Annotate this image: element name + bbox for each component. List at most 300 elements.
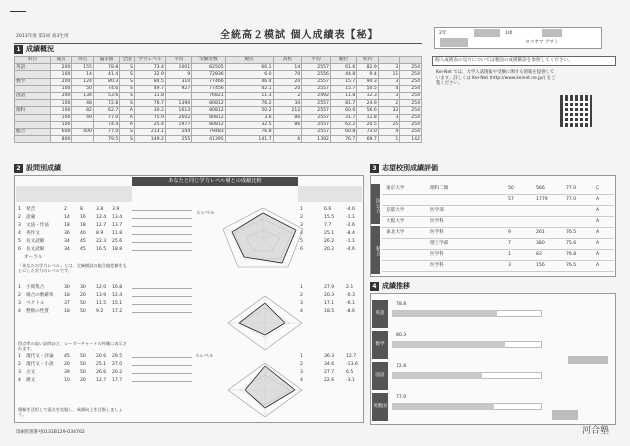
- question-cell: 50: [80, 301, 86, 306]
- target-row-divider: [382, 216, 614, 217]
- summary-cell: 32.5: [225, 121, 273, 128]
- question-cell: 2: [18, 362, 21, 367]
- summary-cell: 77.0: [93, 128, 119, 135]
- question-cell: 1: [18, 207, 21, 212]
- comparison-cell: -0.3: [346, 293, 355, 298]
- summary-subject-cell: 数学: [15, 78, 51, 85]
- summary-cell: 14: [273, 64, 302, 71]
- summary-subject-cell: [15, 71, 51, 78]
- summary-cell: 134: [72, 92, 94, 99]
- target-row-divider: [382, 238, 614, 239]
- student-name-kana: ヨコヤマ アサト: [525, 40, 559, 45]
- summary-cell: 3: [378, 92, 400, 99]
- comparison-cell: 4: [300, 309, 303, 314]
- sec1-heading: [14, 44, 54, 54]
- summary-cell: 800: [50, 136, 72, 143]
- sec2-note-oral: オーラル: [24, 255, 43, 260]
- target-university: 東京大学: [386, 186, 405, 191]
- target-cell: 76.5: [566, 230, 577, 235]
- target-cell: 156: [536, 263, 545, 268]
- summary-row: [15, 114, 422, 121]
- summary-cell: 69.7: [357, 136, 379, 143]
- summary-cell: 79483: [192, 128, 225, 135]
- summary-row: [15, 92, 422, 99]
- question-label: 英作文: [26, 231, 40, 236]
- sec3-number: 3: [370, 164, 379, 173]
- question-label: 長文読解: [26, 239, 45, 244]
- summary-cell: 25.4: [134, 121, 165, 128]
- summary-cell: 62.7: [93, 107, 119, 114]
- summary-subject-cell: 英語: [15, 64, 51, 71]
- comparison-cell: -13.6: [346, 362, 358, 367]
- summary-row: [15, 107, 422, 114]
- sec3-heading: [370, 163, 438, 173]
- summary-cell: 80.3: [93, 78, 119, 85]
- col-deviation: 偏差値: [93, 57, 119, 64]
- col-avg: 平均: [165, 57, 191, 64]
- question-label: 場合の数確率: [26, 293, 54, 298]
- summary-cell: 100: [50, 100, 72, 107]
- guide-notice-box: [432, 56, 616, 66]
- summary-row: [15, 85, 422, 92]
- question-cell: 3: [18, 301, 21, 306]
- trend-subject: 英数国: [372, 393, 388, 421]
- trend-bar: [392, 372, 482, 379]
- target-university: 東北大学: [386, 230, 405, 235]
- trend-subject: 国語: [372, 362, 388, 390]
- summary-cell: 77.0: [93, 114, 119, 121]
- sec1-number: 1: [14, 45, 23, 54]
- header-dash: [10, 11, 26, 12]
- summary-cell: 3: [378, 64, 400, 71]
- summary-cell: 76.7: [330, 136, 356, 143]
- target-grade: A: [596, 241, 600, 246]
- comparison-cell: 27.9: [324, 285, 335, 290]
- summary-cell: 15.7: [330, 78, 356, 85]
- comparison-cell: 22.6: [324, 378, 335, 383]
- target-cell: 380: [536, 241, 545, 246]
- question-cell: 6: [18, 247, 21, 252]
- summary-cell: 3: [378, 78, 400, 85]
- summary-cell: 82: [72, 107, 94, 114]
- summary-cell: 48: [72, 100, 94, 107]
- summary-cell: 927: [165, 85, 191, 92]
- summary-cell: S: [120, 85, 135, 92]
- question-cell: 1: [18, 354, 21, 359]
- summary-cell: 149.2: [134, 136, 165, 143]
- summary-cell: 2: [273, 92, 302, 99]
- question-cell: 30: [80, 285, 86, 290]
- trend-bar: [392, 310, 497, 317]
- summary-cell: 11.8: [357, 114, 379, 121]
- summary-cell: 72836: [192, 71, 225, 78]
- question-cell: 12.4: [112, 293, 123, 298]
- trend-bar: [392, 341, 505, 348]
- question-cell: 36: [64, 231, 70, 236]
- col-national: 全国: [120, 57, 135, 64]
- question-cell: 4: [18, 378, 21, 383]
- summary-cell: A: [120, 114, 135, 121]
- summary-cell: 11.8: [134, 92, 165, 99]
- summary-cell: 400: [72, 128, 94, 135]
- radar-math: [225, 293, 305, 353]
- summary-cell: 254: [400, 114, 422, 121]
- question-cell: 50: [80, 354, 86, 359]
- summary-cell: 15.7: [330, 85, 356, 92]
- summary-cell: 254: [400, 78, 422, 85]
- summary-cell: 600: [50, 128, 72, 135]
- redacted-right-a: [568, 356, 608, 364]
- target-grade: C: [596, 186, 600, 191]
- summary-cell: 30.2: [134, 107, 165, 114]
- summary-cell: 62.2: [330, 121, 356, 128]
- question-cell: 20.6: [96, 354, 107, 359]
- comparison-cell: 3: [300, 223, 303, 228]
- summary-cell: 73.4: [134, 64, 165, 71]
- comparison-cell: 36.3: [324, 354, 335, 359]
- guide-notice: 個人成績表の見方については裏面の成績解説を参照してください。: [435, 58, 573, 63]
- qr-inner: [564, 99, 588, 123]
- footer-brand: 河合塾: [582, 426, 610, 436]
- summary-cell: 84.5: [134, 78, 165, 85]
- summary-row: [15, 136, 422, 143]
- question-cell: 16.8: [112, 285, 123, 290]
- summary-cell: 80812: [192, 107, 225, 114]
- trend-subject: 数学: [372, 331, 388, 359]
- sec3-title: 志望校別成績評価: [382, 163, 438, 172]
- question-cell: 16.5: [96, 247, 107, 252]
- summary-cell: 2557: [302, 64, 331, 71]
- question-cell: 18: [64, 309, 70, 314]
- summary-cell: 4: [378, 128, 400, 135]
- target-cell: 75.6: [566, 241, 577, 246]
- summary-cell: S: [120, 92, 135, 99]
- comparison-cell: 12.7: [346, 354, 357, 359]
- comparison-cell: 26.2: [324, 239, 335, 244]
- summary-cell: 11.3: [225, 92, 273, 99]
- summary-cell: 100: [50, 107, 72, 114]
- comparison-cell: 34.6: [324, 362, 335, 367]
- title-underline: [14, 43, 422, 44]
- question-cell: 13.4: [112, 215, 123, 220]
- summary-subject-cell: [15, 136, 51, 143]
- question-cell: 2: [18, 293, 21, 298]
- summary-cell: 20: [273, 85, 302, 92]
- question-label: 文法・作法: [26, 223, 49, 228]
- question-cell: 3: [18, 223, 21, 228]
- summary-cell: 100: [50, 121, 72, 128]
- comparison-cell: -4.6: [346, 207, 355, 212]
- summary-cell: 86: [273, 121, 302, 128]
- target-faculty: 医学科: [430, 252, 444, 257]
- comparison-cell: -8.4: [346, 231, 355, 236]
- summary-cell: 49: [72, 114, 94, 121]
- summary-cell: 254: [400, 71, 422, 78]
- question-cell: 12.7: [96, 223, 107, 228]
- target-grade: A: [596, 230, 600, 235]
- summary-cell: 2557: [302, 85, 331, 92]
- question-cell: 39: [64, 370, 70, 375]
- summary-cell: A: [120, 107, 135, 114]
- question-cell: 11.5: [96, 301, 107, 306]
- target-row-divider: [382, 205, 614, 206]
- summary-row: [15, 71, 422, 78]
- comparison-cell: -1.1: [346, 215, 355, 220]
- target-cell: 1779: [536, 197, 548, 202]
- summary-cell: 124: [72, 78, 94, 85]
- summary-cell: 50.5: [357, 85, 379, 92]
- question-label: 古文: [26, 370, 36, 375]
- question-cell: 3.8: [96, 207, 104, 212]
- summary-cell: 212: [273, 107, 302, 114]
- comparison-cell: 2.1: [346, 285, 354, 290]
- comparison-cell: 6.6: [324, 207, 332, 212]
- question-cell: 22.3: [96, 239, 107, 244]
- summary-cell: 60.8: [330, 128, 356, 135]
- comparison-cell: 3: [300, 370, 303, 375]
- summary-cell: 11: [378, 71, 400, 78]
- comparison-guide-line: [132, 357, 192, 358]
- sec3-side-private: 私立: [371, 226, 380, 274]
- comparison-cell: 6: [300, 247, 303, 252]
- question-label: 現代文・小説: [26, 362, 54, 367]
- target-grade: A: [596, 252, 600, 257]
- comparison-cell: 5: [300, 239, 303, 244]
- target-row-divider: [382, 249, 614, 250]
- sec2-note-advice: 積極を活用して弱点を克服し、成績向上を目指しましょう。: [18, 407, 123, 417]
- summary-cell: 200: [50, 78, 72, 85]
- summary-cell: 44.8: [330, 71, 356, 78]
- question-cell: 18.8: [112, 247, 123, 252]
- comparison-guide-line: [132, 226, 192, 227]
- summary-cell: 76.7: [134, 100, 165, 107]
- summary-cell: [72, 136, 94, 143]
- footer-code: 0131B129-034762: [42, 430, 85, 435]
- summary-cell: 20: [273, 78, 302, 85]
- summary-cell: 1390: [165, 100, 191, 107]
- summary-cell: 1001: [165, 64, 191, 71]
- comparison-cell: 1: [300, 207, 303, 212]
- question-label: 漢文: [26, 378, 36, 383]
- question-label: 小問集合: [26, 285, 45, 290]
- target-row-divider: [382, 194, 614, 195]
- summary-cell: 75.9: [134, 114, 165, 121]
- col-score: 得点: [72, 57, 94, 64]
- summary-cell: 254: [400, 121, 422, 128]
- question-cell: 18: [64, 293, 70, 298]
- footer-print-label: 印刷管理番号: [16, 430, 43, 435]
- sec2-note-level: 「あなたの学力レベル」とは、全統模試の総合偏差値をもとにした学力のレベルです。: [18, 263, 127, 273]
- summary-cell: 80812: [192, 100, 225, 107]
- question-label: 語彙: [26, 215, 36, 220]
- summary-cell: 1977: [165, 121, 191, 128]
- comparison-cell: -4.6: [346, 247, 355, 252]
- summary-cell: 9: [165, 71, 191, 78]
- target-grade: A: [596, 197, 600, 202]
- redacted-name-b: [542, 29, 562, 37]
- summary-cell: 81.7: [330, 100, 356, 107]
- col-school: 高校: [273, 57, 302, 64]
- keinet-notice: Kei-Net では、大学入試情報や受験に関する情報を提供しています。詳しくは Kei-Net (http://www.keinet.ne.jp/) をご覧ください。: [436, 70, 556, 87]
- question-cell: 20: [80, 378, 86, 383]
- summary-cell: 310: [165, 78, 191, 85]
- target-cell: 261: [536, 230, 545, 235]
- question-label: 現代文・評論: [26, 354, 54, 359]
- target-cell: 77.0: [566, 197, 577, 202]
- question-cell: 12.0: [96, 285, 107, 290]
- target-grade: A: [596, 208, 600, 213]
- summary-subject-cell: 理科: [15, 107, 51, 114]
- summary-cell: 80812: [192, 114, 225, 121]
- target-faculty: 医学科: [430, 263, 444, 268]
- question-label: 発音: [26, 207, 36, 212]
- page-title: 全統高２模試 個人成績表【秘】: [220, 30, 379, 41]
- summary-cell: 200: [50, 92, 72, 99]
- question-cell: 45: [64, 354, 70, 359]
- summary-cell: 4: [378, 85, 400, 92]
- summary-cell: 61.6: [330, 64, 356, 71]
- summary-cell: 46.4: [225, 78, 273, 85]
- col-max: 満点: [50, 57, 72, 64]
- summary-cell: 82505: [192, 64, 225, 71]
- summary-cell: 50: [72, 85, 94, 92]
- summary-cell: 74.4: [93, 121, 119, 128]
- summary-subject-cell: [15, 121, 51, 128]
- sec2-note-radar: 得点率の高い設問ほど、レーダーチャートの外側に表示されます。: [18, 341, 127, 351]
- target-university: 大阪大学: [386, 219, 405, 224]
- target-faculty: 医学部: [430, 208, 444, 213]
- col-extra-a: [378, 57, 400, 64]
- summary-cell: 32.9: [134, 71, 165, 78]
- target-cell: 7: [508, 241, 511, 246]
- summary-header-row: [15, 57, 422, 64]
- summary-cell: 1: [378, 136, 400, 143]
- target-cell: 1: [508, 252, 511, 257]
- summary-cell: 72.8: [93, 100, 119, 107]
- question-cell: 16: [80, 215, 86, 220]
- question-cell: 4: [18, 309, 21, 314]
- summary-cell: 76821: [192, 92, 225, 99]
- summary-cell: 77456: [192, 85, 225, 92]
- comparison-cell: 1: [300, 354, 303, 359]
- question-cell: 15.1: [112, 301, 123, 306]
- question-cell: 25.6: [112, 239, 123, 244]
- question-cell: 2: [64, 207, 67, 212]
- comparison-cell: 6.5: [346, 370, 354, 375]
- summary-cell: 2557: [302, 121, 331, 128]
- comparison-guide-line: [132, 250, 192, 251]
- summary-cell: 70: [273, 71, 302, 78]
- target-cell: 50: [508, 186, 514, 191]
- summary-cell: 2556: [302, 71, 331, 78]
- target-cell: 57: [508, 197, 514, 202]
- summary-cell: 32: [378, 107, 400, 114]
- summary-cell: 254: [400, 85, 422, 92]
- comparison-cell: -6.1: [346, 301, 355, 306]
- comparison-guide-line: [132, 365, 192, 366]
- summary-cell: 142: [400, 136, 422, 143]
- question-cell: 20: [64, 362, 70, 367]
- id-class: 1組: [505, 31, 513, 36]
- summary-cell: 100: [50, 71, 72, 78]
- redacted-right-b: [552, 410, 578, 420]
- question-cell: 13.7: [112, 223, 123, 228]
- question-cell: 18: [80, 223, 86, 228]
- sec2-left-head: [16, 186, 132, 202]
- comparison-guide-line: [132, 218, 192, 219]
- summary-cell: 6.0: [225, 71, 273, 78]
- comparison-cell: 2: [300, 215, 303, 220]
- summary-cell: 3: [378, 114, 400, 121]
- radar-english: [218, 205, 308, 271]
- question-cell: 20: [80, 293, 86, 298]
- summary-cell: 76.2: [225, 100, 273, 107]
- col-school-rank: 順位: [330, 57, 356, 64]
- summary-cell: 9.4: [357, 71, 379, 78]
- summary-cell: S: [120, 78, 135, 85]
- question-cell: 3: [18, 370, 21, 375]
- radar-level-label-a: Ａレベル: [196, 211, 215, 216]
- target-grade: A: [596, 263, 600, 268]
- target-university: 京都大学: [386, 208, 405, 213]
- summary-cell: 6: [273, 136, 302, 143]
- target-cell: 83: [536, 252, 542, 257]
- question-cell: 20.2: [112, 370, 123, 375]
- summary-cell: 86: [273, 114, 302, 121]
- col-level: 学力レベル: [134, 57, 165, 64]
- summary-cell: S: [120, 100, 135, 107]
- radar-level-label-c: Ａレベル: [195, 354, 214, 359]
- summary-cell: 2557: [302, 100, 331, 107]
- sec2-center-header: [132, 177, 298, 186]
- summary-cell: 2557: [302, 107, 331, 114]
- question-cell: 8.9: [96, 231, 104, 236]
- trend-value: 72.8: [396, 364, 407, 369]
- summary-row: [15, 64, 422, 71]
- trend-value: 77.0: [396, 395, 407, 400]
- target-cell: 566: [536, 186, 545, 191]
- summary-row: [15, 100, 422, 107]
- summary-cell: 2: [378, 100, 400, 107]
- target-faculty: 医学科: [430, 219, 444, 224]
- summary-cell: 200: [50, 64, 72, 71]
- summary-cell: [165, 92, 191, 99]
- question-cell: 2: [18, 215, 21, 220]
- target-cell: 76.8: [566, 252, 577, 257]
- year-round: 2013年度 第1回 高3生用: [16, 34, 69, 39]
- sec3-panel: [370, 175, 616, 277]
- summary-cell: 79.5: [93, 136, 119, 143]
- comparison-guide-line: [132, 242, 192, 243]
- col-subject: 科目: [15, 57, 51, 64]
- summary-row: [15, 128, 422, 135]
- target-cell: 3: [508, 263, 511, 268]
- summary-cell: 77466: [192, 78, 225, 85]
- summary-cell: 41395: [192, 136, 225, 143]
- question-cell: 1: [18, 285, 21, 290]
- summary-cell: 100: [50, 85, 72, 92]
- comparison-cell: 1: [300, 285, 303, 290]
- summary-cell: 76.8: [225, 128, 273, 135]
- summary-subject-cell: 国語: [15, 92, 51, 99]
- col-campus: 校内: [357, 57, 379, 64]
- summary-cell: 141.7: [225, 136, 273, 143]
- sec2-right-head: [298, 186, 362, 202]
- summary-cell: 60.6: [330, 107, 356, 114]
- summary-cell: S: [120, 71, 135, 78]
- summary-cell: [72, 121, 94, 128]
- summary-cell: 82.9: [357, 64, 379, 71]
